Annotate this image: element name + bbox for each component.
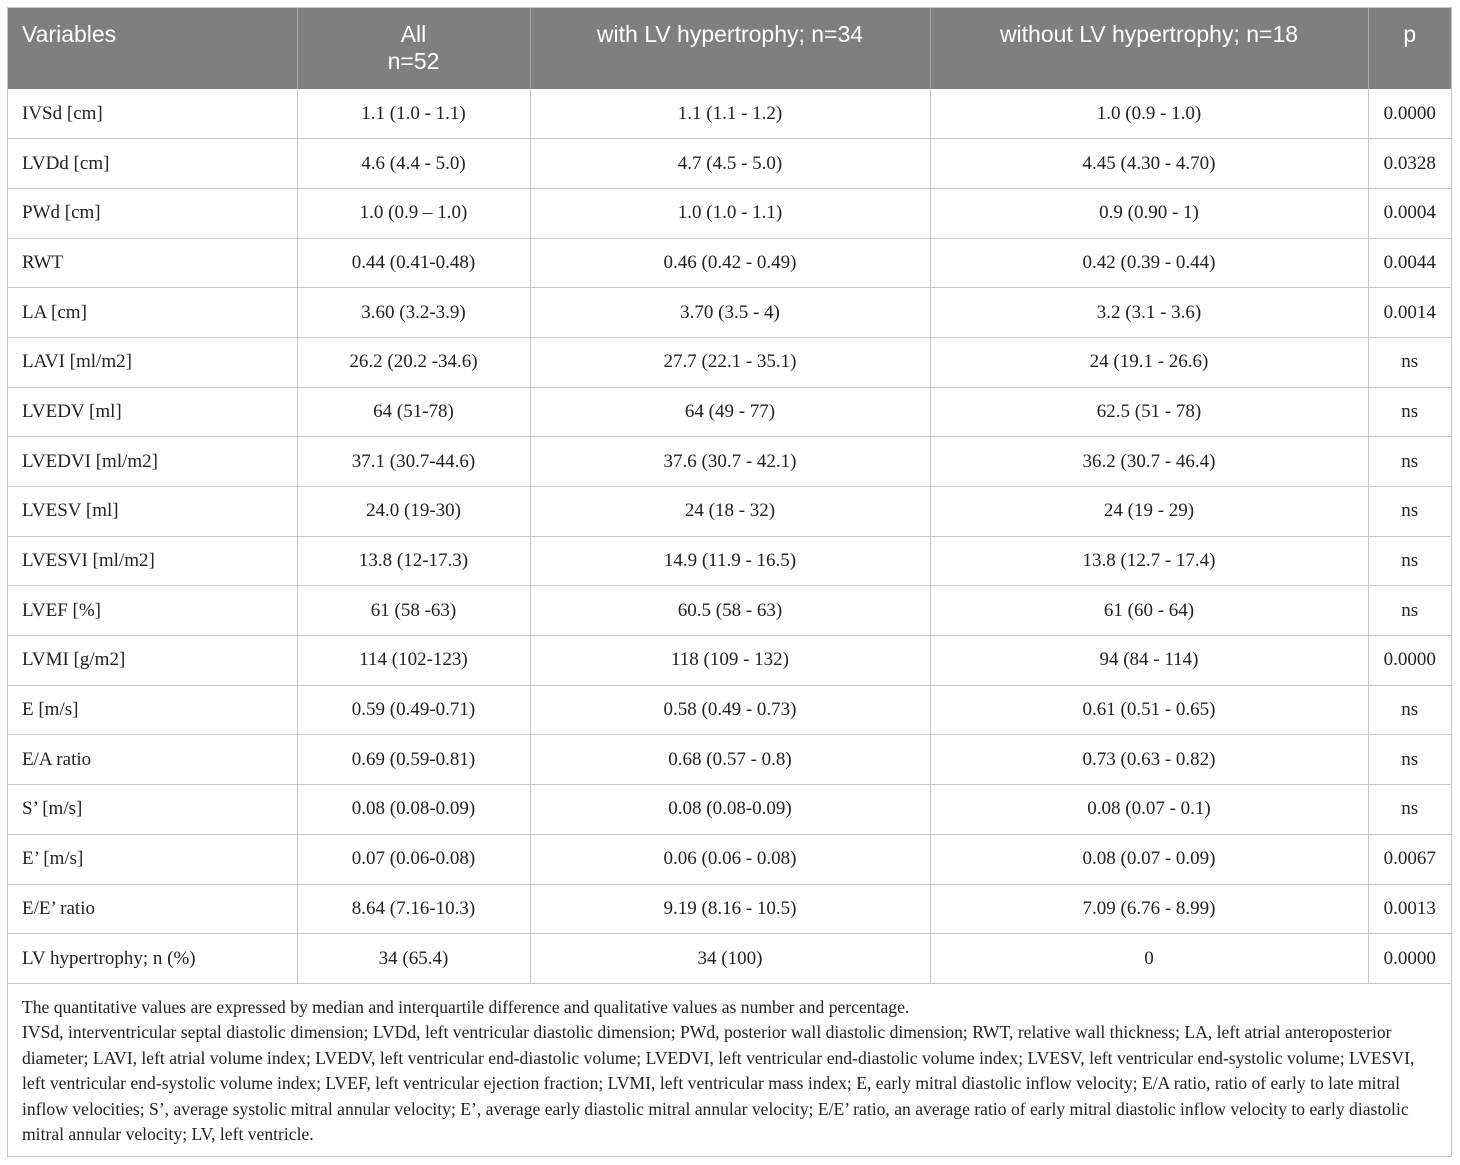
header-p: p	[1368, 8, 1451, 89]
cell-variable: E’ [m/s]	[8, 834, 297, 884]
echocardiography-table	[8, 8, 1451, 984]
cell-all: 13.8 (12-17.3)	[297, 536, 530, 586]
cell-without-lvh: 7.09 (6.76 - 8.99)	[930, 884, 1368, 934]
cell-all: 114 (102-123)	[297, 636, 530, 686]
cell-variable: PWd [cm]	[8, 188, 297, 238]
cell-p-value: 0.0004	[1368, 188, 1451, 238]
table-row	[8, 834, 1451, 884]
cell-variable: LV hypertrophy; n (%)	[8, 934, 297, 984]
table-row	[8, 188, 1451, 238]
header-variables: Variables	[8, 8, 297, 89]
cell-without-lvh: 0.73 (0.63 - 0.82)	[930, 735, 1368, 785]
cell-without-lvh: 0.42 (0.39 - 0.44)	[930, 238, 1368, 288]
cell-all: 3.60 (3.2-3.9)	[297, 288, 530, 338]
cell-without-lvh: 4.45 (4.30 - 4.70)	[930, 139, 1368, 189]
table-row	[8, 785, 1451, 835]
cell-variable: E/E’ ratio	[8, 884, 297, 934]
cell-without-lvh: 24 (19.1 - 26.6)	[930, 337, 1368, 387]
cell-with-lvh: 0.46 (0.42 - 0.49)	[530, 238, 930, 288]
table-row	[8, 337, 1451, 387]
table-row	[8, 884, 1451, 934]
cell-with-lvh: 27.7 (22.1 - 35.1)	[530, 337, 930, 387]
cell-all: 1.1 (1.0 - 1.1)	[297, 89, 530, 139]
cell-without-lvh: 3.2 (3.1 - 3.6)	[930, 288, 1368, 338]
cell-all: 61 (58 -63)	[297, 586, 530, 636]
cell-variable: RWT	[8, 238, 297, 288]
cell-without-lvh: 1.0 (0.9 - 1.0)	[930, 89, 1368, 139]
table-body	[8, 89, 1451, 983]
cell-with-lvh: 34 (100)	[530, 934, 930, 984]
cell-with-lvh: 64 (49 - 77)	[530, 387, 930, 437]
cell-with-lvh: 3.70 (3.5 - 4)	[530, 288, 930, 338]
cell-with-lvh: 0.08 (0.08-0.09)	[530, 785, 930, 835]
cell-all: 0.59 (0.49-0.71)	[297, 685, 530, 735]
cell-with-lvh: 0.68 (0.57 - 0.8)	[530, 735, 930, 785]
cell-p-value: 0.0014	[1368, 288, 1451, 338]
cell-with-lvh: 0.58 (0.49 - 0.73)	[530, 685, 930, 735]
table-row	[8, 586, 1451, 636]
header-with-lv-hypertrophy: with LV hypertrophy; n=34	[530, 8, 930, 89]
cell-p-value: 0.0000	[1368, 89, 1451, 139]
table-footnote	[8, 984, 1451, 1147]
cell-all: 64 (51-78)	[297, 387, 530, 437]
cell-p-value: 0.0013	[1368, 884, 1451, 934]
table-row	[8, 934, 1451, 984]
cell-p-value: 0.0000	[1368, 636, 1451, 686]
cell-all: 0.07 (0.06-0.08)	[297, 834, 530, 884]
cell-without-lvh: 62.5 (51 - 78)	[930, 387, 1368, 437]
cell-with-lvh: 118 (109 - 132)	[530, 636, 930, 686]
cell-variable: LVEF [%]	[8, 586, 297, 636]
cell-variable: IVSd [cm]	[8, 89, 297, 139]
table-row	[8, 89, 1451, 139]
cell-p-value: ns	[1368, 437, 1451, 487]
cell-p-value: ns	[1368, 536, 1451, 586]
cell-p-value: ns	[1368, 487, 1451, 537]
header-all: All n=52	[297, 8, 530, 89]
header-row	[8, 8, 1451, 89]
table-row	[8, 487, 1451, 537]
cell-variable: LVESV [ml]	[8, 487, 297, 537]
cell-without-lvh: 61 (60 - 64)	[930, 586, 1368, 636]
cell-p-value: 0.0328	[1368, 139, 1451, 189]
cell-all: 37.1 (30.7-44.6)	[297, 437, 530, 487]
cell-without-lvh: 0.61 (0.51 - 0.65)	[930, 685, 1368, 735]
cell-with-lvh: 0.06 (0.06 - 0.08)	[530, 834, 930, 884]
cell-p-value: 0.0000	[1368, 934, 1451, 984]
table-row	[8, 288, 1451, 338]
table-row	[8, 536, 1451, 586]
footnote-abbreviations: IVSd, interventricular septal diastolic dimension; LVDd, left ventricular diastolic dimension; PWd, posterior wall diastolic dimension; RWT, relative wall thickness; LA, left atrial anteroposterior diameter; LAVI, left atrial volume index; LVEDV, left ventricular end-diastolic volume; LVEDVI, left ventricular end-diastolic volume index; LVESV, left ventricular end-systolic volume; LVESVI, left ventricular end-systolic volume index; LVEF, left ventricular ejection fraction; LVMI, left ventricular mass index; E, early mitral diastolic inflow velocity; E/A ratio, ratio of early to late mitral inflow velocities; S’, average systolic mitral annular velocity; E’, average early diastolic mitral annular velocity; E/E’ ratio, an average ratio of early mitral diastolic inflow velocity to early diastolic mitral annular velocity; LV, left ventricle.	[22, 1022, 1415, 1144]
table-row	[8, 437, 1451, 487]
cell-p-value: ns	[1368, 586, 1451, 636]
cell-with-lvh: 24 (18 - 32)	[530, 487, 930, 537]
cell-p-value: ns	[1368, 337, 1451, 387]
table-row	[8, 238, 1451, 288]
cell-p-value: 0.0067	[1368, 834, 1451, 884]
cell-p-value: ns	[1368, 685, 1451, 735]
cell-without-lvh: 0.08 (0.07 - 0.1)	[930, 785, 1368, 835]
cell-without-lvh: 13.8 (12.7 - 17.4)	[930, 536, 1368, 586]
cell-p-value: 0.0044	[1368, 238, 1451, 288]
cell-all: 8.64 (7.16-10.3)	[297, 884, 530, 934]
cell-variable: LVDd [cm]	[8, 139, 297, 189]
cell-all: 0.69 (0.59-0.81)	[297, 735, 530, 785]
cell-all: 4.6 (4.4 - 5.0)	[297, 139, 530, 189]
cell-variable: LAVI [ml/m2]	[8, 337, 297, 387]
cell-without-lvh: 0.08 (0.07 - 0.09)	[930, 834, 1368, 884]
table-frame	[7, 7, 1452, 1157]
cell-without-lvh: 36.2 (30.7 - 46.4)	[930, 437, 1368, 487]
table-row	[8, 139, 1451, 189]
cell-with-lvh: 1.0 (1.0 - 1.1)	[530, 188, 930, 238]
cell-all: 34 (65.4)	[297, 934, 530, 984]
cell-without-lvh: 94 (84 - 114)	[930, 636, 1368, 686]
cell-all: 1.0 (0.9 – 1.0)	[297, 188, 530, 238]
table-row	[8, 387, 1451, 437]
cell-with-lvh: 1.1 (1.1 - 1.2)	[530, 89, 930, 139]
cell-variable: S’ [m/s]	[8, 785, 297, 835]
cell-p-value: ns	[1368, 735, 1451, 785]
cell-with-lvh: 9.19 (8.16 - 10.5)	[530, 884, 930, 934]
cell-all: 0.08 (0.08-0.09)	[297, 785, 530, 835]
cell-without-lvh: 24 (19 - 29)	[930, 487, 1368, 537]
cell-all: 26.2 (20.2 -34.6)	[297, 337, 530, 387]
cell-p-value: ns	[1368, 785, 1451, 835]
cell-with-lvh: 14.9 (11.9 - 16.5)	[530, 536, 930, 586]
cell-all: 24.0 (19-30)	[297, 487, 530, 537]
table-row	[8, 685, 1451, 735]
cell-variable: LVESVI [ml/m2]	[8, 536, 297, 586]
cell-variable: LVEDV [ml]	[8, 387, 297, 437]
cell-variable: LVMI [g/m2]	[8, 636, 297, 686]
cell-with-lvh: 60.5 (58 - 63)	[530, 586, 930, 636]
cell-with-lvh: 4.7 (4.5 - 5.0)	[530, 139, 930, 189]
table-row	[8, 636, 1451, 686]
cell-all: 0.44 (0.41-0.48)	[297, 238, 530, 288]
table-row	[8, 735, 1451, 785]
cell-variable: E/A ratio	[8, 735, 297, 785]
cell-variable: E [m/s]	[8, 685, 297, 735]
footnote-summary: The quantitative values are expressed by median and interquartile difference and qualitative values as number and percentage.	[22, 996, 910, 1017]
cell-variable: LVEDVI [ml/m2]	[8, 437, 297, 487]
cell-variable: LA [cm]	[8, 288, 297, 338]
header-without-lv-hypertrophy: without LV hypertrophy; n=18	[930, 8, 1368, 89]
cell-without-lvh: 0.9 (0.90 - 1)	[930, 188, 1368, 238]
cell-with-lvh: 37.6 (30.7 - 42.1)	[530, 437, 930, 487]
cell-without-lvh: 0	[930, 934, 1368, 984]
cell-p-value: ns	[1368, 387, 1451, 437]
